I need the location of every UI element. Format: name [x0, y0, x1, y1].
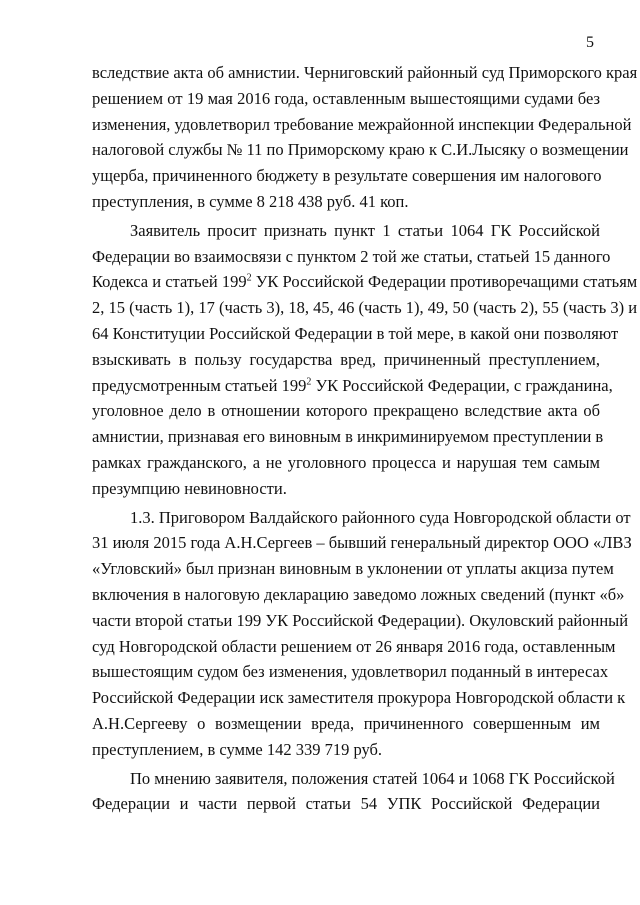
text-line: рамках гражданского, а не уголовного процесса и нарушая тем самым [92, 452, 600, 472]
text-line: преступлением, в сумме 142 339 719 руб. [92, 739, 383, 759]
text-line: Заявитель просит признать пункт 1 статьи 1064 ГК Российской [130, 220, 600, 240]
line-text: предусмотренным статьей 199 [92, 375, 307, 395]
text-line: «Угловский» был признан виновным в уклонении от уплаты акциза путем [92, 559, 614, 579]
text-line: решением от 19 мая 2016 года, оставленным вышестоящими судами без [92, 88, 600, 108]
text-line: 31 июля 2015 года А.Н.Сергеев – бывший генеральный директор ООО «ЛВЗ [92, 533, 632, 553]
text-line: 1.3. Приговором Валдайского районного суда Новгородской области от [130, 507, 631, 527]
line-text: УК Российской Федерации, с гражданина, [311, 375, 613, 395]
text-line: Федерации и части первой статьи 54 УПК Российской Федерации [92, 794, 600, 814]
text-line: уголовное дело в отношении которого прекращено вследствие акта об [92, 401, 600, 421]
text-line [92, 373, 613, 399]
paragraph [92, 505, 632, 763]
superscript: 2 [246, 272, 252, 284]
text-line [92, 269, 638, 295]
text-line: Федерации во взаимосвязи с пунктом 2 той же статьи, статьей 15 данного [92, 246, 611, 266]
text-line: 2, 15 (часть 1), 17 (часть 3), 18, 45, 46 (часть 1), 49, 50 (часть 2), 55 (часть 3) и [92, 298, 638, 318]
text-line: амнистии, признавая его виновным в инкриминируемом преступлении в [92, 427, 604, 447]
line-text: УК Российской Федерации противоречащими статьям [251, 272, 638, 292]
line-text: Кодекса и статьей 199 [92, 272, 247, 292]
text-line: взыскивать в пользу государства вред, причиненный преступлением, [92, 349, 600, 369]
paragraph [92, 218, 638, 502]
text-line: Российской Федерации иск заместителя прокурора Новгородской области к [92, 688, 626, 708]
text-line: А.Н.Сергееву о возмещении вреда, причиненного совершенным им [92, 713, 600, 733]
text-line: вышестоящим судом без изменения, удовлетворил поданный в интересах [92, 662, 609, 682]
document-body [92, 60, 638, 817]
paragraph [92, 766, 615, 818]
text-line: налоговой службы № 11 по Приморскому краю к С.И.Лысяку о возмещении [92, 140, 629, 160]
text-line: изменения, удовлетворил требование межрайонной инспекции Федеральной [92, 114, 632, 134]
paragraph [92, 60, 638, 215]
superscript: 2 [306, 376, 312, 388]
text-line: включения в налоговую декларацию заведомо ложных сведений (пункт «б» [92, 584, 625, 604]
text-line: 64 Конституции Российской Федерации в той мере, в какой они позволяют [92, 323, 619, 343]
text-line: вследствие акта об амнистии. Черниговский районный суд Приморского края [92, 63, 638, 82]
text-line: преступления, в сумме 8 218 438 руб. 41 коп. [92, 191, 409, 211]
text-line: ущерба, причиненного бюджету в результате совершения им налогового [92, 166, 602, 186]
page-number: 5 [586, 34, 594, 51]
text-line: презумпцию невиновности. [92, 478, 287, 498]
text-line: суд Новгородской области решением от 26 января 2016 года, оставленным [92, 636, 616, 656]
text-line: части второй статьи 199 УК Российской Федерации). Окуловский районный [92, 610, 629, 630]
text-line: По мнению заявителя, положения статей 1064 и 1068 ГК Российской [130, 768, 615, 788]
